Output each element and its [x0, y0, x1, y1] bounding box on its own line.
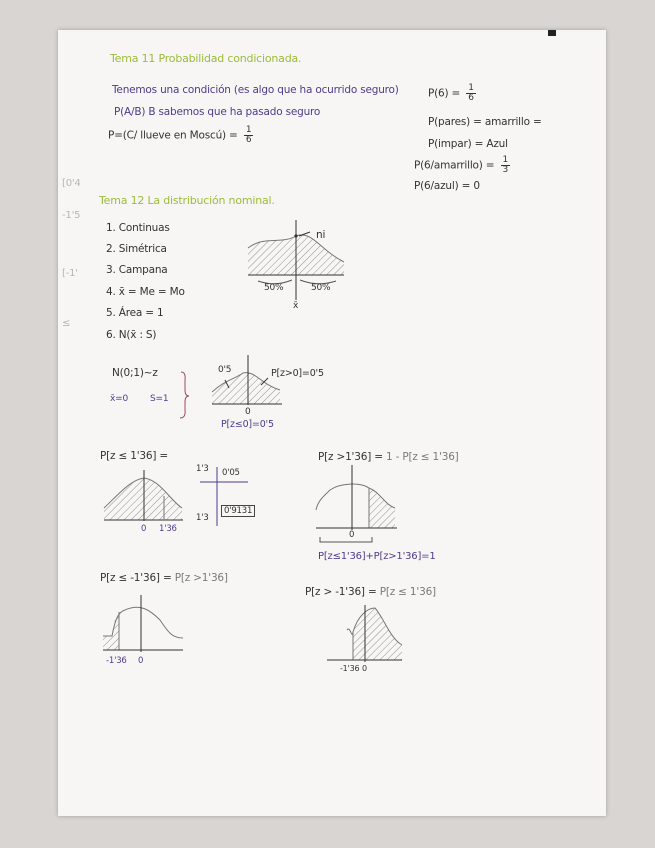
- margin-fragment: -1'5: [62, 210, 81, 221]
- conditional-expr: P=(C/ llueve en Moscú) =: [108, 129, 238, 142]
- example2-caption: P[z≤1'36]+P[z>1'36]=1: [318, 551, 436, 562]
- tema11-title: Tema 11 Probabilidad condicionada.: [110, 52, 302, 65]
- example4-title: P[z > -1'36] = P[z ≤ 1'36]: [305, 586, 436, 598]
- margin-fragment: [-1': [62, 268, 78, 279]
- table-col-head: 0'05: [222, 468, 240, 478]
- p-pares: P(pares) = amarrillo =: [428, 116, 542, 128]
- p6: P(6) = $\frac{1}{6}$: [428, 83, 474, 103]
- curve-p-z-le-neg136: [103, 595, 183, 652]
- p6-amarillo: P(6/amarrillo) = $\frac{1}{3}$: [414, 155, 509, 175]
- example1-title: P[z ≤ 1'36] =: [100, 450, 168, 462]
- axis-label: 0: [141, 524, 147, 534]
- p6-azul: P(6/azul) = 0: [414, 180, 480, 192]
- margin-fragment: ≤: [62, 318, 71, 329]
- property-item: 6. N(x̄ : S): [106, 329, 157, 341]
- right-percent: 50%: [311, 283, 331, 293]
- margin-fragment: [0'4: [62, 178, 81, 189]
- curve-p-z-gt-136: [316, 465, 397, 542]
- example3-title: P[z ≤ -1'36] = P[z >1'36]: [100, 572, 228, 584]
- standard-normal-diagram: [212, 355, 282, 405]
- tema11-line2: P(A/B) B sabemos que ha pasado seguro: [114, 106, 321, 118]
- example2-title: P[z >1'36] = 1 - P[z ≤ 1'36]: [318, 451, 459, 463]
- standard-normal-title: N(0;1)~z: [112, 367, 158, 379]
- axis-label: 1'36: [159, 524, 177, 534]
- zero-label: 0: [245, 407, 251, 417]
- peak-label: ni: [316, 229, 326, 241]
- mean-zero: x̄=0: [110, 394, 128, 404]
- axis-label: 0: [349, 530, 355, 540]
- left-area-label: 0'5: [218, 365, 232, 375]
- sd-one: S=1: [150, 394, 169, 404]
- property-item: 5. Área = 1: [106, 307, 164, 319]
- tema11-line1: Tenemos una condición (es algo que ha ocurrido seguro): [112, 84, 399, 96]
- right-area-label: P[z>0]=0'5: [271, 368, 324, 379]
- property-item: 3. Campana: [106, 264, 168, 276]
- curve-p-z-le-136: [104, 470, 183, 521]
- axis-label: -1'36: [106, 656, 127, 666]
- tema12-title: Tema 12 La distribución nominal.: [99, 194, 275, 207]
- table-row-head: 1'3: [196, 464, 209, 474]
- p-impar: P(impar) = Azul: [428, 138, 508, 150]
- axis-label: -1'36: [340, 664, 360, 673]
- property-item: 2. Simétrica: [106, 243, 167, 255]
- left-percent: 50%: [264, 283, 284, 293]
- axis-label: 0: [362, 664, 367, 673]
- axis-label: 0: [138, 656, 144, 666]
- diagram2-caption: P[z≤0]=0'5: [221, 419, 274, 430]
- mean-label: x̄: [293, 301, 299, 311]
- curve-p-z-gt-neg136: [327, 605, 402, 662]
- table-row-head-2: 1'3: [196, 513, 209, 523]
- table-value: 0'9131: [221, 505, 255, 517]
- fraction: $\frac{1}{6}$: [245, 125, 252, 145]
- property-item: 1. Continuas: [106, 222, 170, 234]
- property-item: 4. x̄ = Me = Mo: [106, 286, 185, 298]
